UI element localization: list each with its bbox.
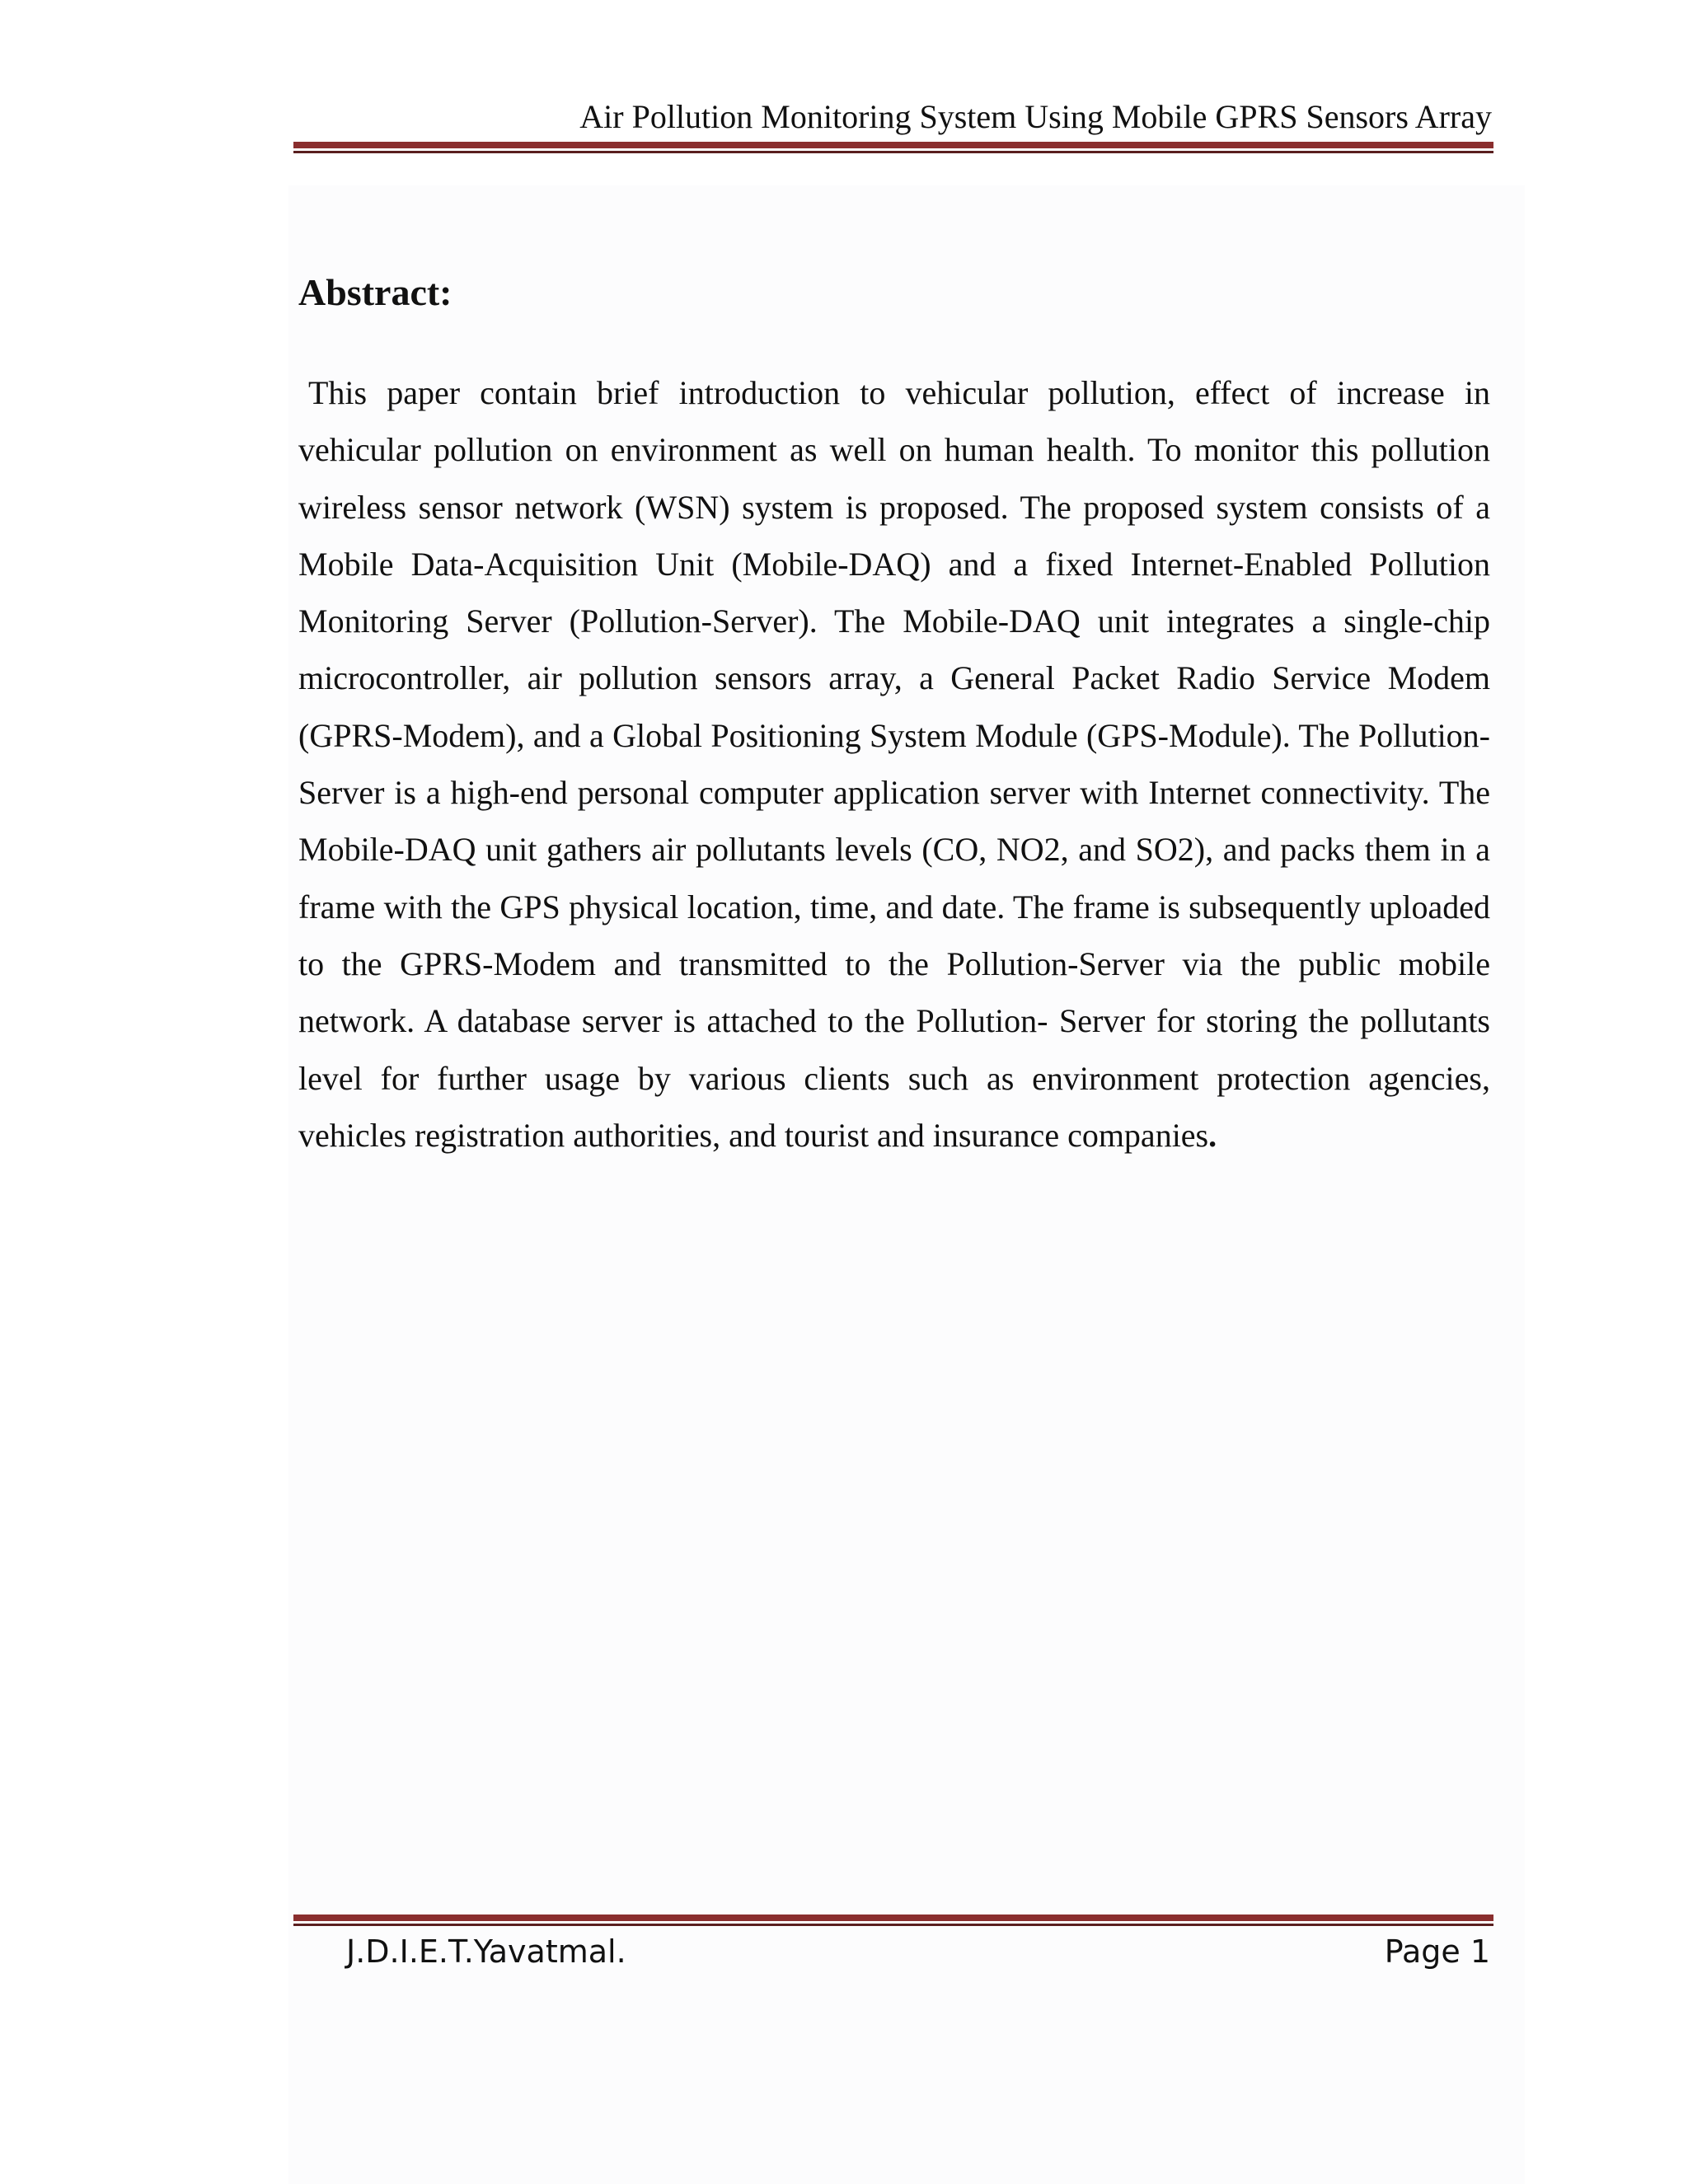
footer-rule (293, 1915, 1493, 1926)
abstract-heading: Abstract: (298, 271, 452, 313)
running-header-title: Air Pollution Monitoring System Using Mobile GPRS Sensors Array (579, 98, 1492, 135)
abstract-final-period: . (1208, 1116, 1217, 1154)
header-rule (293, 142, 1493, 153)
footer-page-number: Page 1 (1384, 1933, 1490, 1970)
abstract-text: This paper contain brief introduction to vehicular pollution, effect of increase in vehicular pollution on environment as well on human health. To monitor this pollution wireless sensor network (WSN) system is proposed. The proposed system consists of a Mobile Data-Acquisition Unit (Mobile-DAQ) and a fixed Internet-Enabled Pollution Monitoring Server (Pollution-Server). The Mobile-DAQ unit integrates a single-chip microcontroller, air pollution sensors array, a General Packet Radio Service Modem (GPRS-Modem), and a Global Positioning System Module (GPS-Module). The Pollution-Server is a high-end personal computer application server with Internet connectivity. The Mobile-DAQ unit gathers air pollutants levels (CO, NO2, and SO2), and packs them in a frame with the GPS physical location, time, and date. The frame is subsequently uploaded to the GPRS-Modem and transmitted to the Pollution-Server via the public mobile network. A database server is attached to the Pollution- Server for storing the pollutants level for further usage by various clients such as environment protection agencies, vehicles registration authorities, and tourist and insurance companies (298, 374, 1490, 1154)
abstract-paragraph (298, 364, 1490, 1164)
footer-institution: J.D.I.E.T.Yavatmal. (346, 1933, 626, 1970)
